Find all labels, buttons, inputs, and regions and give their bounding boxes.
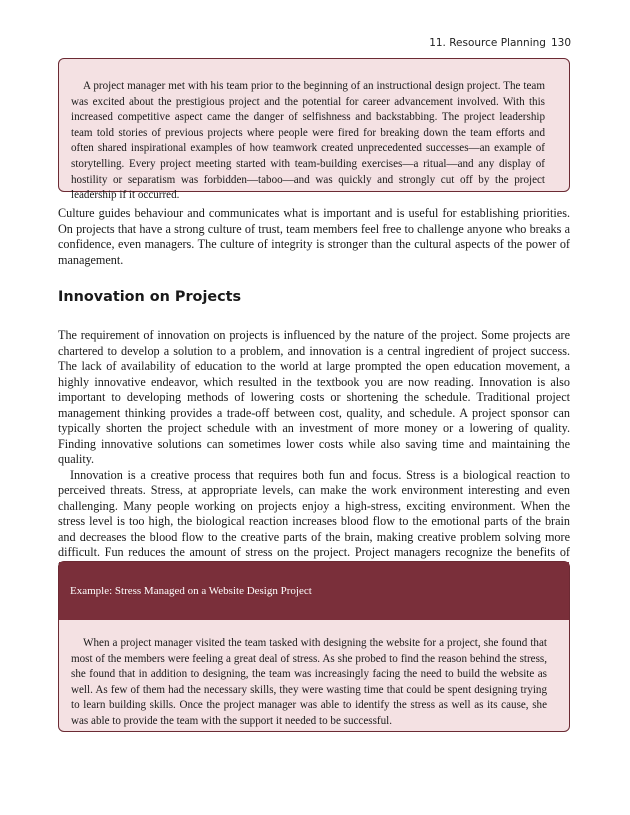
running-header [429, 37, 571, 49]
innovation-section-body [58, 328, 570, 592]
chapter-title: 11. Resource Planning [429, 37, 546, 49]
section-heading: Innovation on Projects [58, 289, 242, 305]
innovation-paragraph-1: The requirement of innovation on projects is influenced by the nature of the project. Some projects are chartered to develop a solution to a problem, and innovation is a central ingredient of project success. The lack of availability of education to the world at large prompted the open education movement, a highly innovative endeavor, which resulted in the textbook you are now reading. Innovation is also important to developing methods of lowering costs or shortening the schedule. Traditional project management thinking provides a trade-off between cost, quality, and schedule. A project sponsor can typically shorten the project schedule with an investment of more money or a lowering of quality. Finding innovative solutions can sometimes lower costs while also saving time and maintaining the quality. [58, 328, 570, 466]
story-callout-box [58, 58, 570, 202]
example-box-title: Example: Stress Managed on a Website Design Project [70, 585, 312, 597]
example-box-title-bar [59, 562, 569, 620]
culture-paragraph: Culture guides behaviour and communicates what is important and is useful for establishing priorities. On projects that have a strong culture of trust, team members feel free to challenge anyone who breaks a confidence, even managers. The culture of integrity is stronger than the cultural aspects of the power of management. [58, 206, 570, 267]
innovation-paragraph-2: Innovation is a creative process that requires both fun and focus. Stress is a biological reaction to perceived threats. Stress, at appropriate levels, can make the work environment interesting and even challenging. Many people working on projects enjoy a high-stress, exciting environment. When the stress level is too high, the biological reaction increases blood flow to the emotional parts of the brain and decreases the blood flow to the creative parts of the brain, making creative problem solving more difficult. Fun reduces the amount of stress on the project. Project managers recognize the benefits of [58, 467, 570, 559]
example-box [58, 561, 570, 732]
story-callout-text: A project manager met with his team prior to the beginning of an instructional design project. The team was excited about the prestigious project and the potential for career advancement involved. With this increased competitive aspect came the danger of selfishness and backstabbing. The project leadership team told stories of previous projects where people were fired for breaking down the team efforts and often shared inspirational examples of how teamwork created unprecedented successes—an example of storytelling. Every project meeting started with team-building exercises—a ritual—and any display of hostility or separatism was forbidden—taboo—and was quickly and strongly cut off by the project leadership if it occurred. [71, 80, 545, 202]
page-number: 130 [550, 37, 571, 49]
culture-paragraph-block [58, 206, 570, 268]
example-box-text: When a project manager visited the team tasked with designing the website for a project, she found that most of the members were feeling a great deal of stress. As she probed to find the reason behind the stress, she found that in addition to designing, the team was increasingly facing the need to build the website as well. As few of them had the necessary skills, they were wasting time that could be spent designing trying to learn building skills. Once the project manager was able to identify the stress as well as its cause, she was able to provide the team with the support it needed to be successful. [71, 637, 547, 727]
